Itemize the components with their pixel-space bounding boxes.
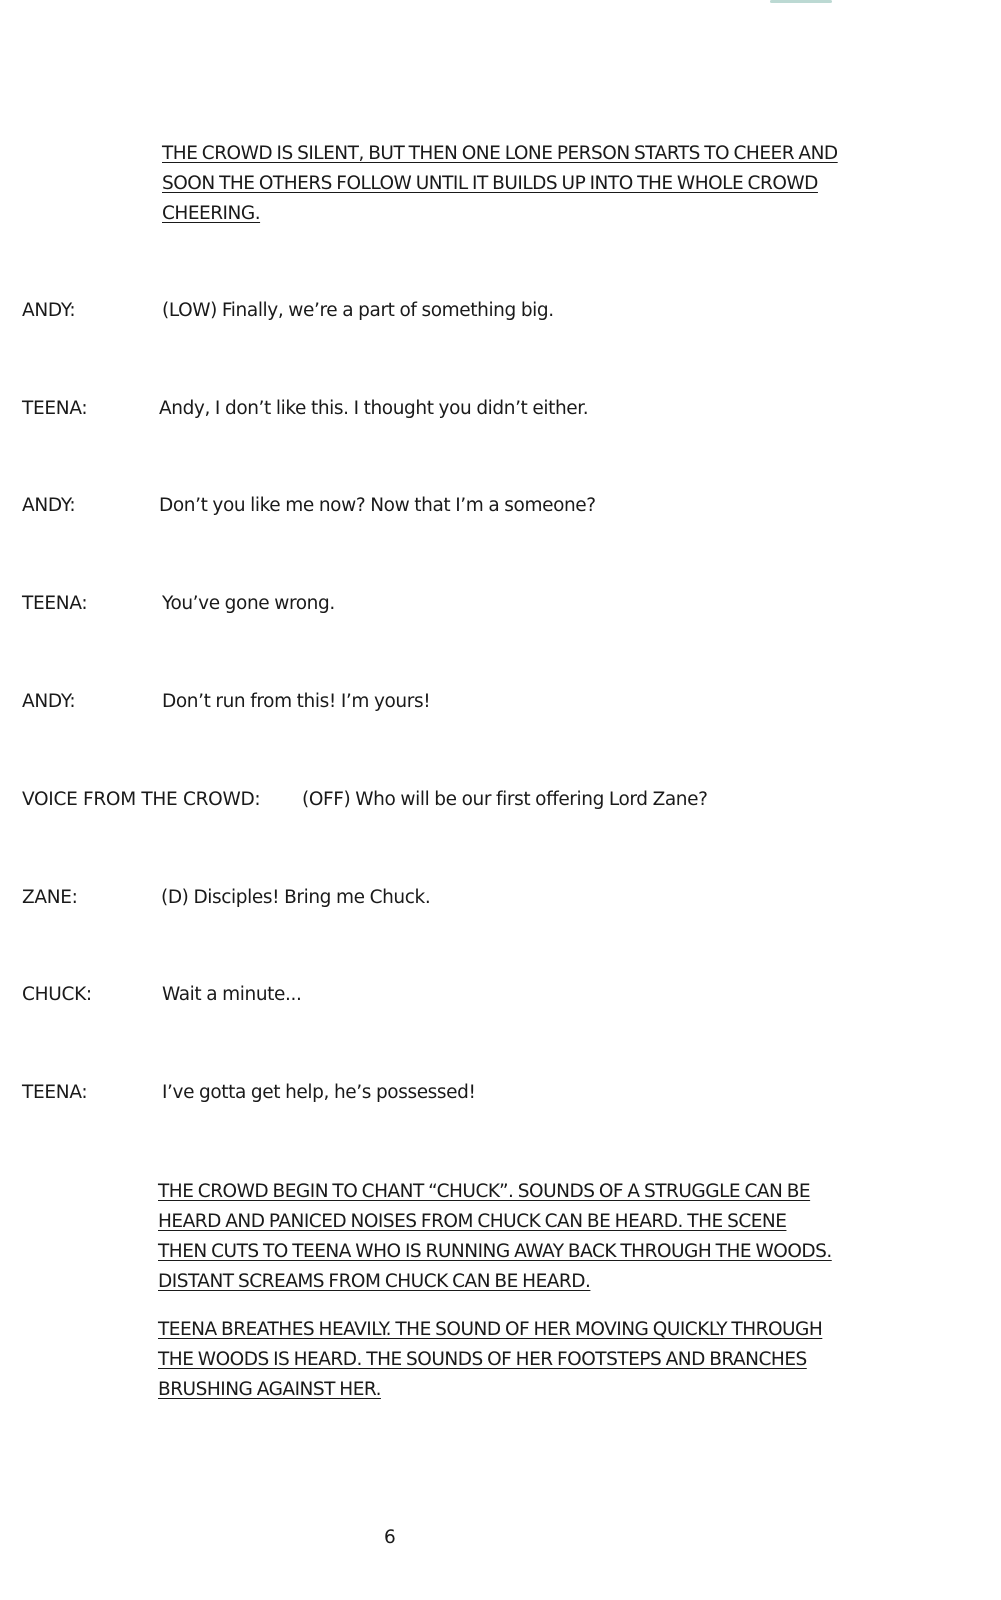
speaker-name: ANDY: xyxy=(22,691,76,712)
dialogue-line: Don’t you like me now? Now that I’m a someone? xyxy=(159,495,596,516)
stage-direction-woods-text: TEENA BREATHES HEAVILY. THE SOUND OF HER MOVING QUICKLY THROUGH THE WOODS IS HEARD. THE SOUNDS OF HER FOOTSTEPS AND BRANCHES BRUSHING AGAINST HER. xyxy=(158,1319,823,1400)
stage-direction-woods xyxy=(158,1315,858,1405)
stage-direction-opening xyxy=(162,139,862,229)
speaker-name: ZANE: xyxy=(22,887,78,908)
stage-direction-chant xyxy=(158,1177,838,1297)
page-number: 6 xyxy=(384,1527,396,1548)
scan-edge-mark xyxy=(770,0,832,3)
dialogue-line: (D) Disciples! Bring me Chuck. xyxy=(161,887,431,908)
dialogue-line: (OFF) Who will be our first offering Lord Zane? xyxy=(302,789,708,810)
dialogue-line: Andy, I don’t like this. I thought you didn’t either. xyxy=(159,398,589,419)
stage-direction-chant-text: THE CROWD BEGIN TO CHANT “CHUCK”. SOUNDS OF A STRUGGLE CAN BE HEARD AND PANICED NOISES FROM CHUCK CAN BE HEARD. THE SCENE THEN CUTS TO TEENA WHO IS RUNNING AWAY BACK THROUGH THE WOODS. DISTANT SCREAMS FROM CHUCK CAN BE HEARD. xyxy=(158,1181,832,1292)
stage-direction-opening-text: THE CROWD IS SILENT, BUT THEN ONE LONE PERSON STARTS TO CHEER AND SOON THE OTHERS FOLLOW UNTIL IT BUILDS UP INTO THE WHOLE CROWD CHEERING. xyxy=(162,143,838,224)
speaker-name: ANDY: xyxy=(22,495,76,516)
speaker-name: CHUCK: xyxy=(22,984,92,1005)
dialogue-line: Wait a minute... xyxy=(162,984,302,1005)
speaker-name: TEENA: xyxy=(22,1082,88,1103)
dialogue-line: (LOW) Finally, we’re a part of something big. xyxy=(162,300,554,321)
speaker-name: TEENA: xyxy=(22,398,88,419)
speaker-name: VOICE FROM THE CROWD: xyxy=(22,789,261,810)
dialogue-line: Don’t run from this! I’m yours! xyxy=(162,691,431,712)
speaker-name: ANDY: xyxy=(22,300,76,321)
dialogue-line: I’ve gotta get help, he’s possessed! xyxy=(162,1082,476,1103)
speaker-name: TEENA: xyxy=(22,593,88,614)
dialogue-line: You’ve gone wrong. xyxy=(162,593,335,614)
